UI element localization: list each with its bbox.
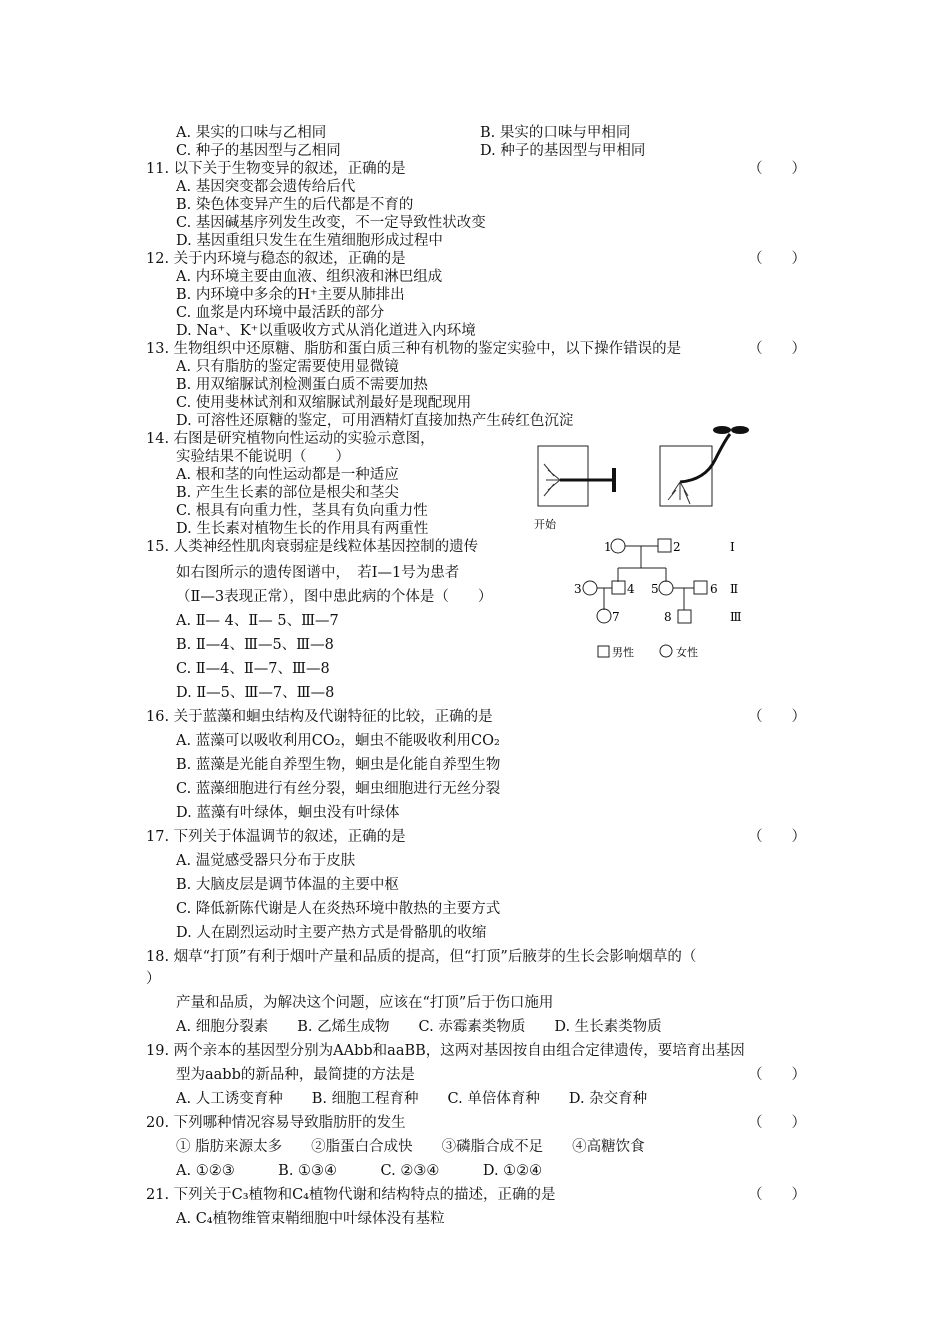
text-line: 21. 下列关于C₃植物和C₄植物代谢和结构特点的描述，正确的是 (146, 1187, 556, 1203)
text-line: B. 染色体变异产生的后代都是不育的 (176, 197, 414, 213)
text-line: C. 根具有向重力性，茎具有负向重力性 (176, 503, 428, 519)
gen-1: Ⅰ (730, 540, 735, 554)
num-3: 3 (574, 582, 582, 596)
text-line: B. 用双缩脲试剂检测蛋白质不需要加热 (176, 377, 428, 393)
roots-left (544, 464, 560, 496)
legend-male-label: 男性 (612, 646, 634, 659)
num-6: 6 (710, 582, 718, 596)
gen-3: Ⅲ (730, 610, 742, 624)
text-line: 17. 下列关于体温调节的叙述，正确的是 (146, 829, 406, 845)
text-line: C. 蓝藻细胞进行有丝分裂，蛔虫细胞进行无丝分裂 (176, 781, 501, 797)
text-line: B. Ⅱ—4、Ⅲ—5、Ⅲ—8 (176, 637, 334, 653)
female-7 (597, 609, 611, 623)
num-2: 2 (673, 540, 681, 554)
container-left (538, 446, 588, 506)
text-line: 产量和品质，为解决这个问题，应该在“打顶”后于伤口施用 (176, 995, 554, 1011)
gen-2: Ⅱ (730, 582, 739, 596)
text-line: ① 脂肪来源太多 ②脂蛋白合成快 ③磷脂合成不足 ④高糖饮食 (176, 1139, 645, 1155)
text-line: B. 内环境中多余的H⁺主要从肺排出 (176, 287, 405, 303)
leaf-right (731, 426, 749, 434)
legend-female-symbol (660, 645, 672, 657)
male-4 (612, 581, 625, 594)
text-line: B. 蓝藻是光能自养型生物，蛔虫是化能自养型生物 (176, 757, 501, 773)
answer-bracket: （ ） (748, 341, 806, 357)
text-line: 15. 人类神经性肌肉衰弱症是线粒体基因控制的遗传 (146, 539, 479, 555)
num-7: 7 (612, 610, 620, 624)
text-line: A. 蓝藻可以吸收利用CO₂，蛔虫不能吸收利用CO₂ (176, 733, 500, 749)
text-line: D. 基因重组只发生在生殖细胞形成过程中 (176, 233, 443, 249)
answer-bracket: （ ） (748, 1115, 806, 1131)
text-line: A. 果实的口味与乙相同 (176, 125, 327, 141)
text-line: C. 降低新陈代谢是人在炎热环境中散热的主要方式 (176, 901, 501, 917)
text-line: 14. 右图是研究植物向性运动的实验示意图， (146, 431, 435, 447)
answer-bracket: （ ） (748, 161, 806, 177)
female-3 (583, 581, 597, 595)
text-line: C. 血浆是内环境中最活跃的部分 (176, 305, 385, 321)
text-line: D. 蓝藻有叶绿体，蛔虫没有叶绿体 (176, 805, 400, 821)
text-line: 18. 烟草“打顶”有利于烟叶产量和品质的提高，但“打顶”后腋芽的生长会影响烟草的（ (146, 949, 697, 965)
text-line: C. Ⅱ—4、Ⅱ—7、Ⅲ—8 (176, 661, 330, 677)
pedigree-chart (566, 532, 766, 668)
text-line: A. 人工诱变育种 B. 细胞工程育种 C. 单倍体育种 D. 杂交育种 (176, 1091, 648, 1107)
text-line: 如右图所示的遗传图谱中， 若Ⅰ—1号为患者 (176, 565, 460, 581)
text-line: D. Ⅱ—5、Ⅲ—7、Ⅲ—8 (176, 685, 335, 701)
text-line: A. 温觉感受器只分布于皮肤 (176, 853, 356, 869)
text-line: A. 只有脂肪的鉴定需要使用显微镜 (176, 359, 399, 375)
text-line: D. 人在剧烈运动时主要产热方式是骨骼肌的收缩 (176, 925, 487, 941)
container-right (660, 446, 712, 506)
text-line: A. Ⅱ— 4、Ⅱ— 5、Ⅲ—7 (176, 613, 339, 629)
text-line: D. Na⁺、K⁺以重吸收方式从消化道进入内环境 (176, 323, 476, 339)
roots-right (668, 482, 690, 504)
text-line: A. 内环境主要由血液、组织液和淋巴组成 (176, 269, 443, 285)
num-5: 5 (651, 582, 659, 596)
text-line: C. 基因碱基序列发生改变，不一定导致性状改变 (176, 215, 486, 231)
answer-bracket: （ ） (748, 709, 806, 725)
text-line: A. ①②③ B. ①③④ C. ②③④ D. ①②④ (176, 1163, 543, 1179)
text-line: 19. 两个亲本的基因型分别为AAbb和aaBB，这两对基因按自由组合定律遗传，要培育出基因 (146, 1043, 745, 1059)
text-line: 20. 下列哪种情况容易导致脂肪肝的发生 (146, 1115, 406, 1131)
answer-bracket: （ ） (748, 251, 806, 267)
num-1: 1 (604, 540, 612, 554)
female-5 (659, 581, 673, 595)
answer-bracket: （ ） (748, 1187, 806, 1203)
text-line: 16. 关于蓝藻和蛔虫结构及代谢特征的比较，正确的是 (146, 709, 493, 725)
text-line: C. 种子的基因型与乙相同 (176, 143, 341, 159)
text-line: A. 根和茎的向性运动都是一种适应 (176, 467, 399, 483)
text-line: 型为aabb的新品种，最简捷的方法是 (176, 1067, 415, 1083)
male-8 (678, 610, 691, 623)
answer-bracket: （ ） (748, 829, 806, 845)
text-line: B. 产生生长素的部位是根尖和茎尖 (176, 485, 399, 501)
text-line: 11. 以下关于生物变异的叙述，正确的是 (146, 161, 406, 177)
legend-female-label: 女性 (676, 646, 698, 659)
leaf-left (713, 426, 731, 434)
text-line: C. 使用斐林试剂和双缩脲试剂最好是现配现用 (176, 395, 472, 411)
text-line: A. C₄植物维管束鞘细胞中叶绿体没有基粒 (176, 1211, 445, 1227)
text-line: B. 大脑皮层是调节体温的主要中枢 (176, 877, 399, 893)
text-line: （Ⅱ—3表现正常），图中患此病的个体是（ ） (176, 589, 493, 605)
text-line: B. 果实的口味与甲相同 (480, 125, 631, 141)
plant-tropism-figure (530, 420, 770, 530)
male-2 (658, 539, 671, 552)
text-line: 12. 关于内环境与稳态的叙述，正确的是 (146, 251, 406, 267)
text-line: 实验结果不能说明（ ） (176, 449, 350, 465)
female-1 (611, 539, 625, 553)
legend-male-symbol (598, 646, 609, 657)
text-line: D. 种子的基因型与甲相同 (480, 143, 646, 159)
male-6 (694, 581, 707, 594)
text-line: ） (146, 971, 161, 987)
answer-bracket: （ ） (748, 1067, 806, 1083)
text-line: 13. 生物组织中还原糖、脂肪和蛋白质三种有机物的鉴定实验中，以下操作错误的是 (146, 341, 682, 357)
num-4: 4 (627, 582, 635, 596)
text-line: A. 细胞分裂素 B. 乙烯生成物 C. 赤霉素类物质 D. 生长素类物质 (176, 1019, 662, 1035)
stem-curved (680, 434, 730, 482)
figure-caption-left: 开始 (534, 518, 556, 530)
text-line: D. 生长素对植物生长的作用具有两重性 (176, 521, 429, 537)
num-8: 8 (664, 610, 672, 624)
text-line: D. 可溶性还原糖的鉴定，可用酒精灯直接加热产生砖红色沉淀 (176, 413, 574, 429)
text-line: A. 基因突变都会遗传给后代 (176, 179, 356, 195)
